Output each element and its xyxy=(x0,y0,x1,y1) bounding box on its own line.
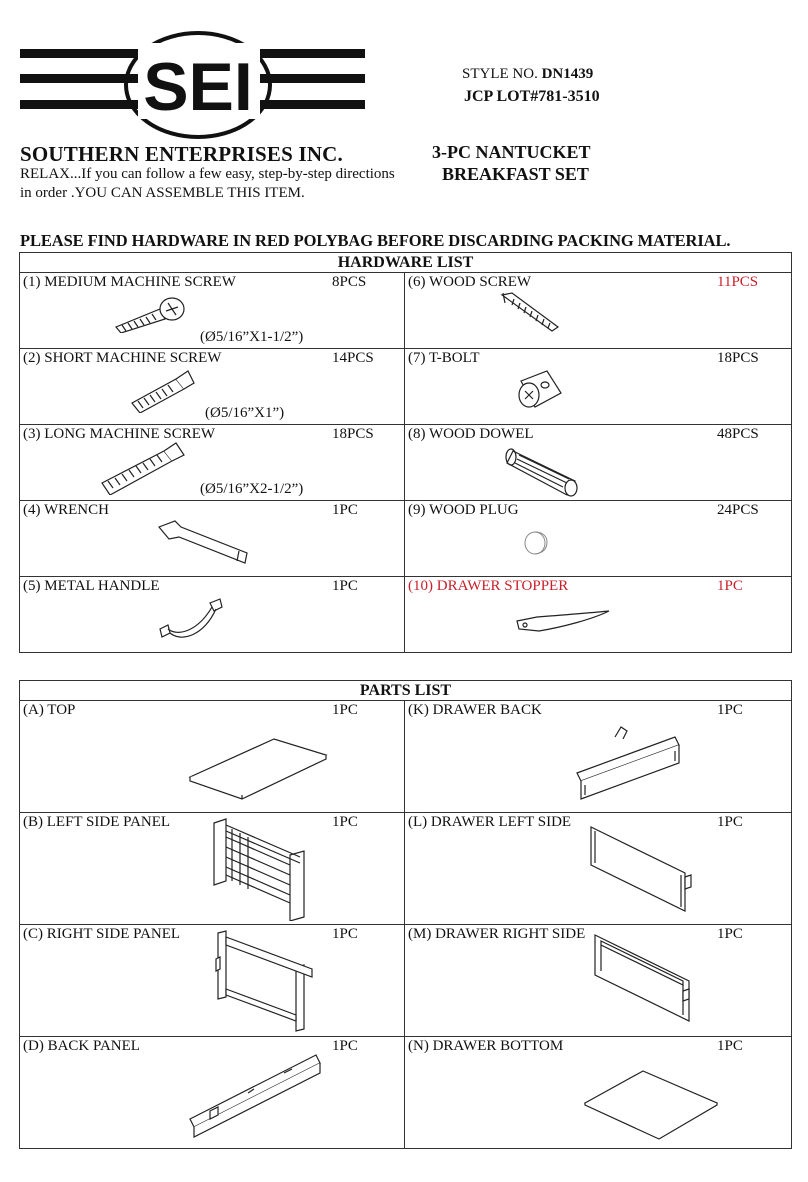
lot-number: JCP LOT#781-3510 xyxy=(464,88,600,105)
short-screw-icon xyxy=(128,369,198,413)
left-side-panel-icon xyxy=(208,817,318,921)
hardware-item: (7) T-BOLT 18PCS xyxy=(405,349,792,425)
part-item: (N) DRAWER BOTTOM 1PC xyxy=(405,1037,792,1149)
hardware-notice: PLEASE FIND HARDWARE IN RED POLYBAG BEFORE DISCARDING PACKING MATERIAL. xyxy=(20,231,731,250)
part-item: (K) DRAWER BACK 1PC xyxy=(405,701,792,813)
part-item: (A) TOP 1PC xyxy=(20,701,405,813)
machine-screw-icon xyxy=(110,295,190,333)
drawer-right-side-icon xyxy=(591,933,701,1029)
hardware-item: (3) LONG MACHINE SCREW 18PCS (Ø5/16”X2-1/2”) xyxy=(20,425,405,501)
hardware-item: (2) SHORT MACHINE SCREW 14PCS (Ø5/16”X1”) xyxy=(20,349,405,425)
hardware-item: (1) MEDIUM MACHINE SCREW 8PCS (Ø5/16”X1-1/2”) xyxy=(20,273,405,349)
wood-plug-icon xyxy=(523,527,553,557)
long-screw-icon xyxy=(98,441,188,495)
t-bolt-icon xyxy=(515,367,565,413)
back-panel-icon xyxy=(188,1053,328,1139)
part-item: (L) DRAWER LEFT SIDE 1PC xyxy=(405,813,792,925)
parts-table xyxy=(19,680,792,1149)
svg-text:SEI: SEI xyxy=(143,49,253,125)
metal-handle-icon xyxy=(158,597,224,647)
top-panel-icon xyxy=(188,733,328,803)
drawer-bottom-icon xyxy=(583,1067,719,1141)
wood-dowel-icon xyxy=(505,441,593,497)
wood-screw-icon xyxy=(500,291,562,333)
company-name: SOUTHERN ENTERPRISES INC. xyxy=(20,142,343,166)
hardware-list-title: HARDWARE LIST xyxy=(20,253,792,273)
hardware-item: (5) METAL HANDLE 1PC xyxy=(20,577,405,653)
part-item: (B) LEFT SIDE PANEL 1PC xyxy=(20,813,405,925)
hardware-item: (6) WOOD SCREW 11PCS xyxy=(405,273,792,349)
drawer-left-side-icon xyxy=(589,823,699,917)
wrench-icon xyxy=(155,517,255,567)
product-title-line2: BREAKFAST SET xyxy=(442,164,589,184)
hardware-item: (8) WOOD DOWEL 48PCS xyxy=(405,425,792,501)
hardware-item: (4) WRENCH 1PC xyxy=(20,501,405,577)
drawer-back-icon xyxy=(575,723,695,803)
product-title-line1: 3-PC NANTUCKET xyxy=(432,142,591,162)
hardware-item: (10) DRAWER STOPPER 1PC xyxy=(405,577,792,653)
part-item: (M) DRAWER RIGHT SIDE 1PC xyxy=(405,925,792,1037)
part-item: (D) BACK PANEL 1PC xyxy=(20,1037,405,1149)
right-side-panel-icon xyxy=(212,929,322,1033)
parts-list-title: PARTS LIST xyxy=(20,681,792,701)
hardware-table xyxy=(19,252,792,653)
hardware-item: (9) WOOD PLUG 24PCS xyxy=(405,501,792,577)
drawer-stopper-icon xyxy=(513,607,613,637)
style-number: STYLE NO. DN1439 xyxy=(462,66,594,82)
part-item: (C) RIGHT SIDE PANEL 1PC xyxy=(20,925,405,1037)
intro-text: RELAX...If you can follow a few easy, step-by-step directions in order .YOU CAN ASSEMBLE THIS ITEM. xyxy=(20,166,395,201)
